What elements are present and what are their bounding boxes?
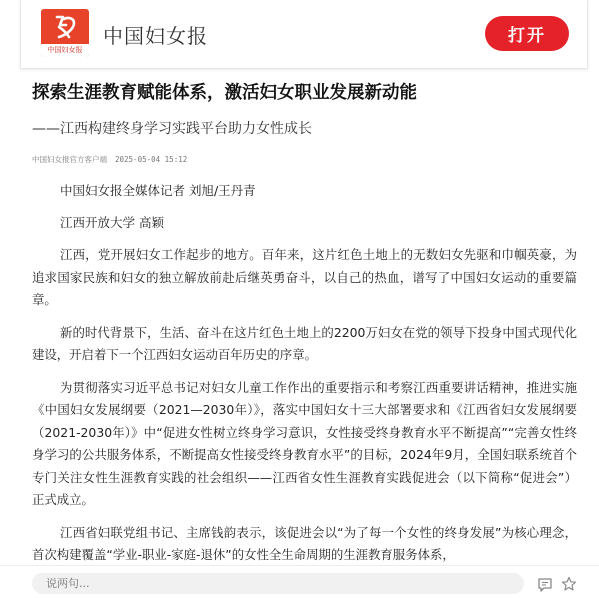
article-paragraph: 江西省妇联党组书记、主席钱韵表示，该促进会以“为了每一个女性的终身发展”为核心理念，首次构建覆盖“学业-职业-家庭-退休”的女性全生命周期的生涯教育服务体系， <box>32 524 577 562</box>
article-body <box>32 78 577 567</box>
newspaper-logo <box>41 9 89 57</box>
comment-bar <box>0 565 599 598</box>
comment-icon[interactable] <box>536 575 554 593</box>
app-header <box>20 0 588 69</box>
article-paragraph: 为贯彻落实习近平总书记对妇女儿童工作作出的重要指示和考察江西重要讲话精神，推进实施《中国妇女发展纲要（2021—2030年）》，落实中国妇女十三大部署要求和《江西省妇女发展纲要（2021-2030年）》中“促进女性树立终身学习意识，女性接受终身教育水平不断提高”“完善女性终身学习的公共服务体系，不断提高女性接受终身教育水平”的目标，2024年9月，全国妇联系统首个专门关注女性生涯教育实践的社会组织——江西省女性生涯教育实践促进会（以下简称“促进会”）正式成立。 <box>32 379 577 507</box>
article-source: 中国妇女报官方客户端 <box>32 155 107 164</box>
article-subtitle: ——江西构建终身学习实践平台助力女性成长 <box>32 121 312 137</box>
article-datetime: 2025-05-04 15:12 <box>115 155 188 164</box>
byline-reporters: 中国妇女报全媒体记者 刘旭/王丹青 <box>60 183 256 198</box>
article-title: 探索生涯教育赋能体系，激活妇女职业发展新动能 <box>32 83 417 103</box>
article-meta <box>32 154 577 166</box>
logo-caption: 中国妇女报 <box>41 44 89 57</box>
open-app-button[interactable]: 打开 <box>485 16 569 51</box>
article-paragraph: 新的时代背景下，生活、奋斗在这片红色土地上的2200万妇女在党的领导下投身中国式现代化建设，开启着下一个江西妇女运动百年历史的序章。 <box>32 324 577 362</box>
byline-school: 江西开放大学 高颖 <box>60 215 164 230</box>
comment-input[interactable] <box>32 573 524 594</box>
article-paragraph: 江西，党开展妇女工作起步的地方。百年来，这片红色土地上的无数妇女先驱和巾帼英豪，为追求国家民族和妇女的独立解放前赴后继英勇奋斗，以自己的热血，谱写了中国妇女运动的重要篇章。 <box>32 247 577 307</box>
logo-glyph-icon <box>50 13 80 41</box>
star-icon[interactable] <box>560 575 578 593</box>
brand-name: 中国妇女报 <box>103 24 208 48</box>
